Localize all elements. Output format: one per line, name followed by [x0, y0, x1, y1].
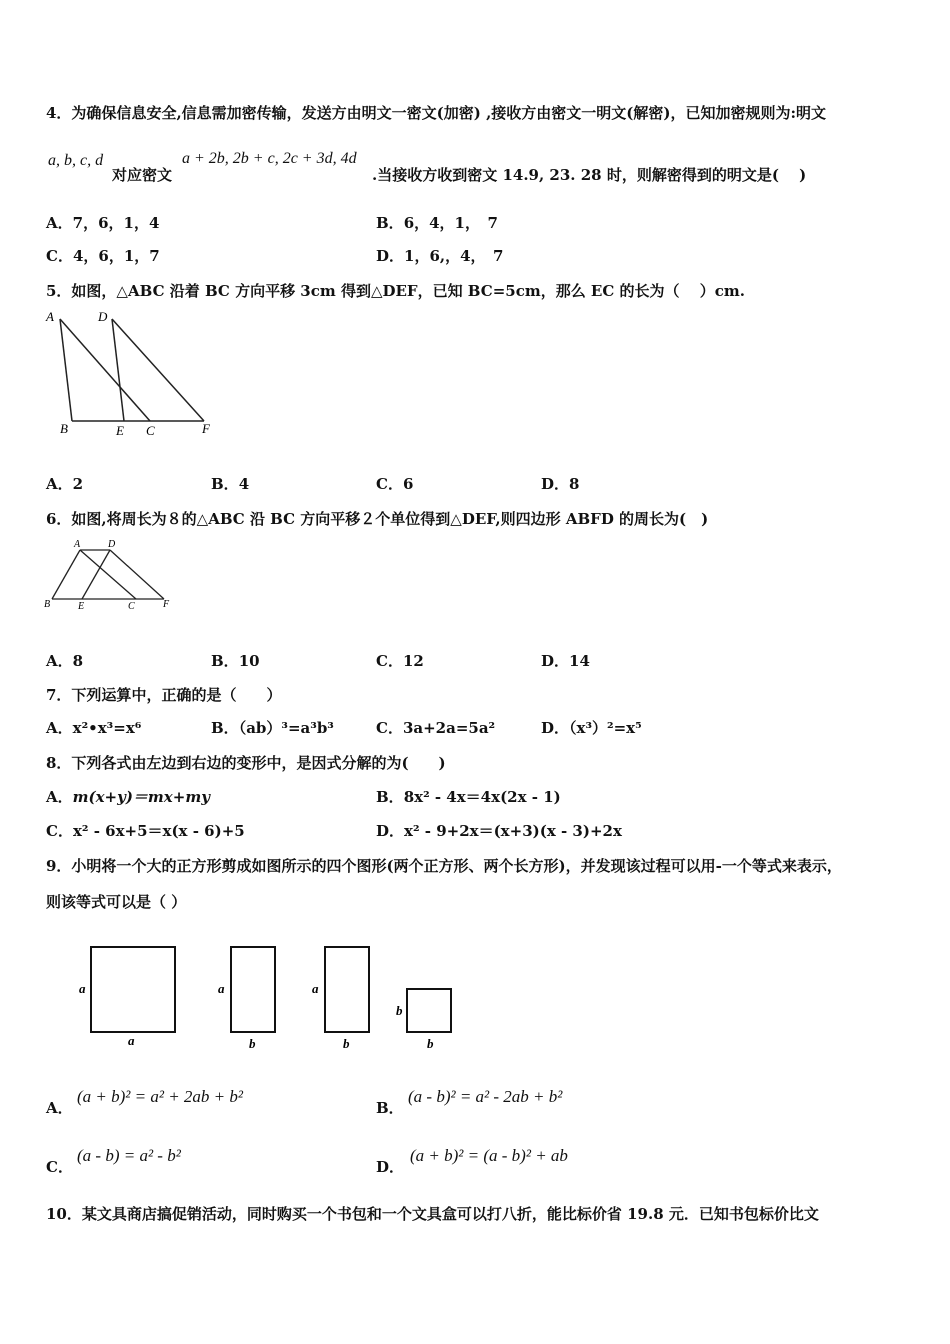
q6-label-e: E [78, 601, 85, 612]
q9-label-a-side: a [79, 981, 86, 996]
option-text: 4 [238, 475, 250, 493]
q6-label-b: B [44, 599, 51, 610]
option-label: B． [376, 214, 404, 232]
q9-label-b-rect1: b [249, 1036, 256, 1051]
q7-option-c[interactable] [376, 717, 495, 738]
q4-option-d[interactable] [376, 245, 504, 266]
q9-label-b-bottom: b [427, 1036, 434, 1051]
q5-seg-df [112, 319, 204, 421]
option-text: x² - 9+2x＝(x+3)(x - 3)+2x [404, 822, 622, 840]
option-label: D． [541, 652, 570, 670]
option-label: C． [376, 719, 403, 737]
q7-stem: 7．下列运算中，正确的是（ ） [46, 686, 282, 704]
q9-stem-line2: 则该等式可以是（ ） [46, 893, 187, 911]
q5-stem: 5．如图，△ABC 沿着 BC 方向平移 3cm 得到△DEF，已知 BC=5cm，那么 EC 的长为（ ）cm. [46, 282, 745, 300]
q9-label-b-rect2: b [343, 1036, 350, 1051]
q6-label-a: A [74, 539, 81, 550]
q8-option-d[interactable] [376, 820, 622, 841]
q4-option-a[interactable] [46, 212, 159, 233]
q4-option-b[interactable] [376, 212, 498, 233]
option-text: 4，6，1，7 [72, 247, 160, 265]
option-text: 10 [238, 652, 260, 670]
option-text: 12 [402, 652, 424, 670]
option-label: B． [211, 475, 239, 493]
option-text: 14 [569, 652, 590, 670]
option-text: 2 [72, 475, 84, 493]
option-text: 6，4，1， 7 [403, 214, 498, 232]
q4-cipher-expr: a + 2b, 2b + c, 2c + 3d, 4d [182, 150, 357, 167]
q6-seg-ac [80, 550, 136, 599]
q8-option-a[interactable] [46, 786, 210, 807]
q9-stem-line1: 9．小明将一个大的正方形剪成如图所示的四个图形(两个正方形、两个长方形)，并发现该过程可以用-一个等式来表示， [46, 857, 842, 875]
q9-label-b-side: b [396, 1003, 403, 1018]
option-text: x² - 6x+5＝x(x - 6)+5 [72, 822, 245, 840]
q10-stem-line1: 10．某文具商店搞促销活动，同时购买一个书包和一个文具盒可以打八折，能比标价省 19.8 元．已知书包标价比文 [46, 1205, 819, 1223]
option-label: D． [541, 719, 570, 737]
q8-stem: 8．下列各式由左边到右边的变形中，是因式分解的为( ) [46, 754, 446, 772]
q6-option-b[interactable] [211, 650, 260, 671]
q6-seg-de [82, 550, 110, 599]
option-text: 7，6，1，4 [72, 214, 160, 232]
q8-option-c[interactable] [46, 820, 245, 841]
q9-option-a-formula[interactable]: (a + b)² = a² + 2ab + b² [77, 1087, 243, 1106]
option-label: A． [46, 652, 73, 670]
option-text: 3a+2a=5a² [402, 719, 496, 737]
q5-seg-ab [60, 319, 72, 421]
option-label: A． [46, 788, 73, 806]
q6-seg-ab [52, 550, 80, 599]
q5-seg-ac [60, 319, 150, 421]
q5-option-d[interactable] [541, 473, 579, 494]
option-text: 8x² - 4x＝4x(2x - 1) [403, 788, 561, 806]
q9-option-a-label[interactable]: A． [46, 1099, 73, 1117]
q9-big-square [91, 947, 175, 1032]
q9-small-square [407, 989, 451, 1032]
q4-plain-vars: a, b, c, d [48, 152, 104, 169]
q5-label-b: B [60, 421, 68, 436]
option-label: B． [376, 788, 404, 806]
q5-label-c: C [146, 423, 155, 438]
q4-option-c[interactable] [46, 245, 160, 266]
option-label: A． [46, 719, 73, 737]
q9-label-a-bottom: a [128, 1033, 135, 1048]
option-label: C． [46, 822, 73, 840]
q9-rect-2 [325, 947, 369, 1032]
q5-option-b[interactable] [211, 473, 249, 494]
q4-mid-text: 对应密文 [112, 166, 173, 184]
option-text: m(x+y)＝mx+my [72, 788, 210, 806]
option-label: A． [46, 475, 73, 493]
option-label: B． [211, 719, 239, 737]
option-label: C． [376, 652, 403, 670]
q5-label-f: F [202, 421, 210, 436]
option-label: D． [376, 822, 405, 840]
option-text: x²•x³=x⁶ [72, 719, 142, 737]
q6-label-f: F [163, 599, 170, 610]
option-label: D． [376, 247, 405, 265]
q6-stem: 6．如图,将周长为８的△ABC 沿 BC 方向平移２个单位得到△DEF,则四边形 ABFD 的周长为( ) [46, 510, 709, 528]
q9-option-d-label[interactable]: D． [376, 1158, 405, 1176]
q6-seg-df [110, 550, 164, 599]
option-label: D． [541, 475, 570, 493]
q5-seg-de [112, 319, 124, 421]
q5-option-c[interactable] [376, 473, 413, 494]
q6-label-c: C [128, 601, 135, 612]
q5-label-a: A [46, 309, 54, 324]
q8-option-b[interactable] [376, 786, 561, 807]
option-text: 8 [72, 652, 84, 670]
q9-option-d-formula[interactable]: (a + b)² = (a - b)² + ab [410, 1146, 568, 1165]
option-label: B． [211, 652, 239, 670]
q7-option-d[interactable] [541, 717, 642, 738]
q6-option-a[interactable] [46, 650, 83, 671]
q7-option-b[interactable] [211, 717, 334, 738]
option-text: （x³）²=x⁵ [569, 719, 642, 737]
q5-label-d: D [98, 309, 108, 324]
q9-label-a-rect2: a [312, 981, 319, 996]
q9-option-b-label[interactable]: B． [376, 1099, 404, 1117]
q6-label-d: D [108, 539, 116, 550]
option-text: 8 [569, 475, 580, 493]
q4-stem-end: .当接收方收到密文 14.9, 23. 28 时，则解密得到的明文是( ) [372, 166, 807, 184]
q9-option-b-formula[interactable]: (a - b)² = a² - 2ab + b² [408, 1087, 563, 1106]
q4-stem-line1: 4．为确保信息安全,信息需加密传输，发送方由明文一密文(加密) ,接收方由密文一明文(解密)，已知加密规则为:明文 [46, 104, 827, 122]
option-label: C． [376, 475, 403, 493]
option-text: 1，6,，4， 7 [404, 247, 504, 265]
option-text: （ab）³=a³b³ [238, 719, 334, 737]
q5-figure [40, 305, 230, 440]
q9-rect-1 [231, 947, 275, 1032]
q5-option-a[interactable] [46, 473, 83, 494]
q9-option-c-formula[interactable]: (a - b) = a² - b² [77, 1146, 181, 1165]
q9-option-c-label[interactable]: C． [46, 1158, 73, 1176]
option-text: 6 [402, 475, 414, 493]
q7-option-a[interactable] [46, 717, 141, 738]
option-label: C． [46, 247, 73, 265]
q5-label-e: E [116, 423, 124, 438]
q6-option-c[interactable] [376, 650, 424, 671]
q9-figure [70, 940, 470, 1055]
q6-option-d[interactable] [541, 650, 590, 671]
q6-figure [40, 535, 180, 615]
option-label: A． [46, 214, 73, 232]
q9-label-a-rect1: a [218, 981, 225, 996]
